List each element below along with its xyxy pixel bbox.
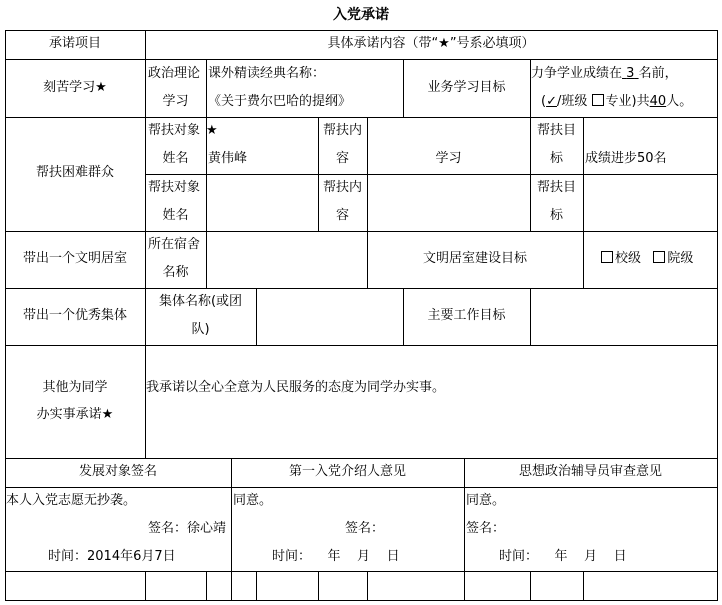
help-target-label-line1: 帮扶对象	[148, 123, 201, 138]
class-option: 班级	[561, 94, 588, 109]
sign-col3-text: 同意。	[466, 493, 506, 508]
study-goal-text-2: 名前，	[638, 66, 678, 81]
help-content-label-line1: 帮扶内	[322, 123, 362, 138]
other-label-line2: 办实事承诺★	[36, 407, 114, 422]
other-text: 我承诺以全心全意为人民服务的态度为同学办实事。	[146, 380, 446, 395]
total-suffix: 人。	[666, 94, 693, 109]
study-goal-label: 业务学习目标	[427, 80, 506, 95]
study-goal-line1	[531, 61, 678, 87]
sign-col1-title: 发展对象签名	[78, 464, 157, 479]
help-target-name: 黄伟峰	[208, 151, 248, 166]
help-content2-label-line1: 帮扶内	[322, 180, 362, 195]
school-level-checkbox[interactable]	[601, 251, 613, 263]
sign-col1-text: 本人入党志愿无抄袭。	[6, 493, 137, 508]
help-aim-label-line1: 帮扶目	[536, 123, 576, 138]
help-target2-label-line1: 帮扶对象	[148, 180, 201, 195]
dorm-options	[601, 246, 693, 272]
help-content-label-line2: 容	[335, 151, 349, 166]
sign-col2-title: 第一入党介绍人意见	[288, 464, 406, 479]
group-name-label-line2: 队)	[191, 322, 210, 337]
dept-level-label: 院级	[667, 251, 694, 266]
help-content-value: 学习	[435, 151, 462, 166]
sign-col3-title: 思想政治辅导员审查意见	[518, 464, 662, 479]
other-label-line1: 其他为同学	[42, 380, 108, 395]
total-prefix: 共	[636, 94, 650, 109]
reading-label: 课外精读经典名称：	[208, 66, 326, 81]
help-aim-value: 成绩进步50名	[585, 151, 667, 166]
page-title: 入党承诺	[333, 7, 389, 23]
dept-level-checkbox[interactable]	[653, 251, 665, 263]
sign-col3-time: 时间： 年 月 日	[499, 549, 627, 564]
total-count: 40	[649, 94, 667, 109]
major-checkbox[interactable]	[592, 94, 604, 106]
help-target-star: ★	[206, 123, 218, 138]
sign-col2-time: 时间： 年 月 日	[272, 549, 400, 564]
theory-label-line1: 政治理论	[148, 66, 201, 81]
theory-label-line2: 学习	[162, 94, 189, 109]
help-target2-label-line2: 姓名	[162, 208, 189, 223]
class-checkbox-checked[interactable]: ✓	[546, 94, 557, 109]
help-aim2-label-line1: 帮扶目	[536, 180, 576, 195]
group-label: 带出一个优秀集体	[22, 308, 127, 323]
sign-col1-signature: 签名：徐心靖	[148, 521, 227, 536]
school-level-label: 校级	[615, 251, 642, 266]
dorm-name-label-line2: 名称	[162, 265, 189, 280]
help-aim-label-line2: 标	[549, 151, 563, 166]
dorm-goal-label: 文明居室建设目标	[422, 251, 527, 266]
help-content2-label-line2: 容	[335, 208, 349, 223]
reading-value: 《关于费尔巴哈的提纲》	[208, 94, 352, 109]
dorm-label: 带出一个文明居室	[22, 251, 127, 266]
help-aim2-label-line2: 标	[549, 208, 563, 223]
study-goal-text: 力争学业成绩在	[531, 66, 623, 81]
header-content: 具体承诺内容（带“★”号系必填项）	[327, 36, 535, 51]
group-name-label-line1: 集体名称(或团	[158, 294, 243, 309]
group-goal-label: 主要工作目标	[427, 308, 506, 323]
sign-col3-signature: 签名：	[466, 521, 506, 536]
dorm-name-label-line1: 所在宿舍	[148, 237, 201, 252]
study-goal-line2: (✓/班级 专业)共40人。	[541, 94, 693, 109]
help-label: 帮扶困难群众	[35, 165, 114, 180]
major-option: 专业	[605, 94, 632, 109]
study-goal-rank: 3	[626, 66, 635, 81]
sign-col2-text: 同意。	[233, 493, 273, 508]
study-label: 刻苦学习★	[43, 80, 107, 95]
header-item: 承诺项目	[48, 36, 101, 51]
help-target-label-line2: 姓名	[162, 151, 189, 166]
sign-col2-signature: 签名：	[345, 521, 385, 536]
sign-col1-time: 时间：2014年6月7日	[48, 549, 176, 564]
